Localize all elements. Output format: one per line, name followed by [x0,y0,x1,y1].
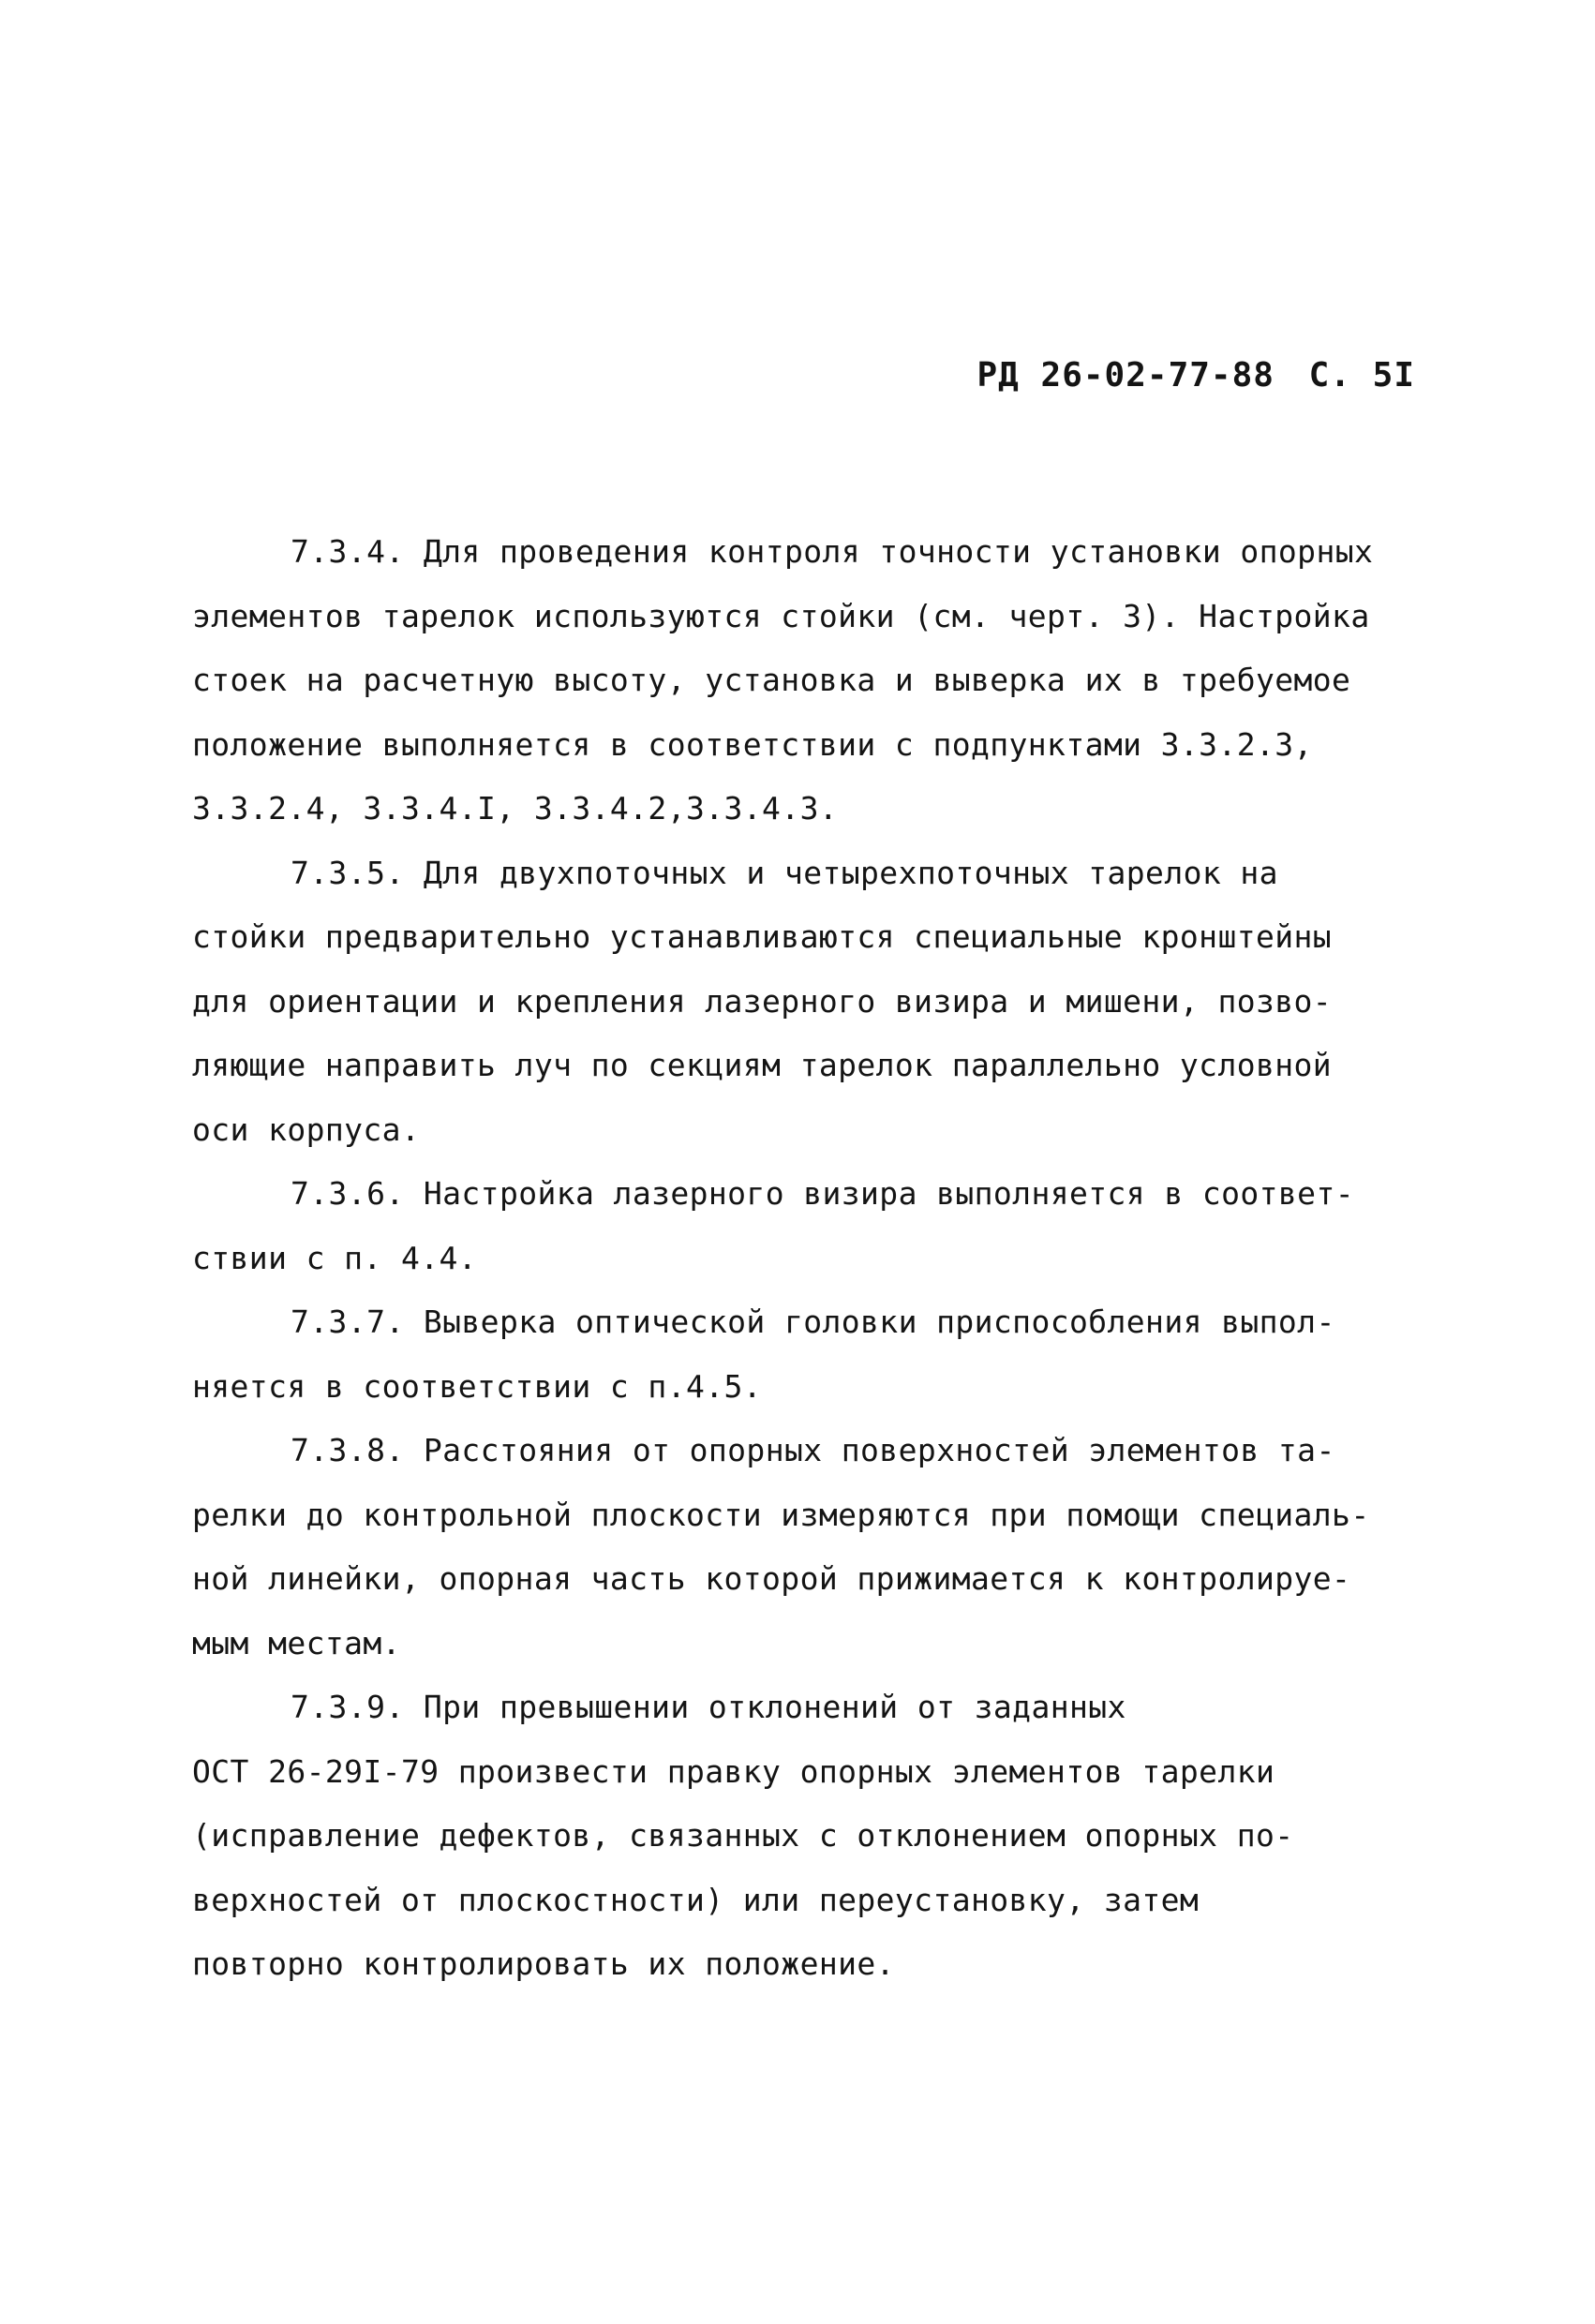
paragraph-7-3-7 [192,1290,1410,1419]
text-line: для ориентации и крепления лазерного визира и мишени, позво- [192,982,1333,1020]
text-line: ОСТ 26-29I-79 произвести правку опорных элементов тарелки [192,1752,1275,1790]
text-line: ной линейки, опорная часть которой прижимается к контролируе- [192,1560,1351,1597]
paragraph-7-3-8 [192,1419,1410,1676]
text-line: мым местам. [192,1624,401,1661]
text-line: стойки предварительно устанавливаются специальные кронштейны [192,918,1333,955]
text-line: повторно контролировать их положение. [192,1945,895,1982]
paragraph-7-3-6 [192,1162,1410,1290]
text-line: няется в соответствии с п.4.5. [192,1367,763,1405]
document-body [192,520,1410,1997]
text-line: (исправление дефектов, связанных с отклонением опорных по- [192,1817,1294,1854]
page-number: С. 5I [1308,356,1415,395]
text-line: 7.3.9. При превышении отклонений от заданных [291,1689,1126,1725]
text-line: 7.3.8. Расстояния от опорных поверхностей элементов та- [291,1432,1335,1468]
text-line: релки до контрольной плоскости измеряются при помощи специаль- [192,1496,1370,1533]
page-header [977,356,1416,395]
text-line: стоек на расчетную высоту, установка и выверка их в требуемое [192,662,1351,698]
text-line: положение выполняется в соответствии с подпунктами 3.3.2.3, [192,725,1313,763]
text-line: 7.3.6. Настройка лазерного визира выполняется в соответ- [291,1175,1354,1212]
text-line: 7.3.5. Для двухпоточных и четырехпоточных тарелок на [291,854,1278,891]
text-line: ствии с п. 4.4. [192,1239,478,1276]
text-line: 7.3.4. Для проведения контроля точности установки опорных [291,533,1374,570]
text-line: верхностей от плоскостности) или переустановку, затем [192,1881,1200,1918]
text-line: 7.3.7. Выверка оптической головки приспособления выпол- [291,1304,1335,1340]
text-line: ляющие направить луч по секциям тарелок параллельно условной [192,1047,1333,1083]
text-line: 3.3.2.4, 3.3.4.I, 3.3.4.2,3.3.4.3. [192,790,839,827]
text-line: элементов тарелок используются стойки (см. черт. 3). Настройка [192,597,1370,634]
paragraph-7-3-9 [192,1676,1410,1997]
document-code: РД 26-02-77-88 [976,356,1275,395]
paragraph-7-3-4 [192,520,1410,842]
paragraph-7-3-5 [192,842,1410,1163]
text-line: оси корпуса. [192,1110,421,1148]
